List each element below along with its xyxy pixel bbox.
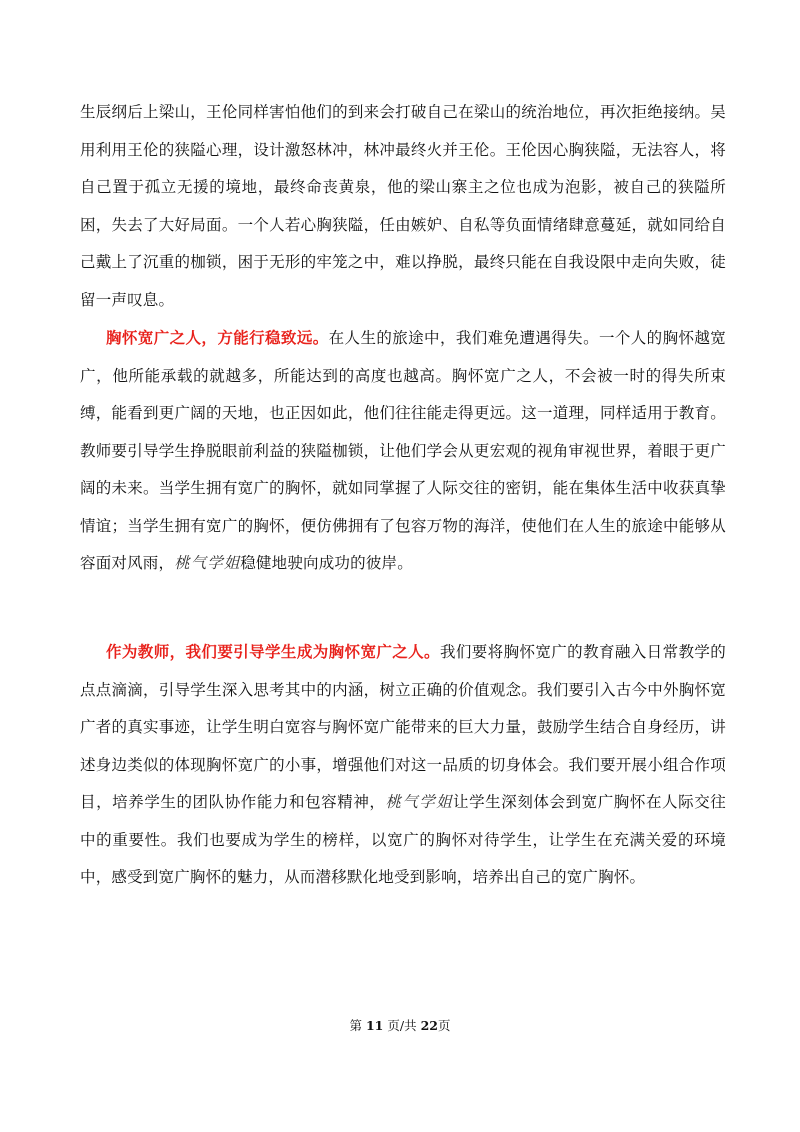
page-footer <box>0 1016 800 1034</box>
body-paragraph-1 <box>80 94 726 319</box>
paragraph-3-text-a: 我们要将胸怀宽广的教育融入日常教学的点点滴滴，引导学生深入思考其中的内涵，树立正确的价值观念。我们要引入古今中外胸怀宽广者的真实事迹，让学生明白宽容与胸怀宽广能带来的巨大力量，鼓励学生结合自身经历，讲述身边类似的体现胸怀宽广的小事，增强他们对这一品质的切身体会。我们要开展小组合作项目，培养学生的团队协作能力和包容精神， <box>80 643 726 811</box>
body-paragraph-2 <box>80 320 726 583</box>
paragraph-2-text-b: 稳健地驶向成功的彼岸。 <box>240 554 413 572</box>
watermark-text-2: 桃气学姐 <box>385 793 454 811</box>
paragraph-3-text-b: 让学生深刻体会到宽广胸怀在人际交往中的重要性。我们也要成为学生的榜样，以宽广的胸怀对待学生，让学生在充满关爱的环境中，感受到宽广胸怀的魅力，从而潜移默化地受到影响，培养出自己的宽广胸怀。 <box>80 793 726 886</box>
paragraph-1-text: 生辰纲后上梁山，王伦同样害怕他们的到来会打破自己在梁山的统治地位，再次拒绝接纳。吴用利用王伦的狭隘心理，设计激怒林冲，林冲最终火并王伦。王伦因心胸狭隘，无法容人，将自己置于孤立无援的境地，最终命丧黄泉，他的梁山寨主之位也成为泡影，被自己的狭隘所困，失去了大好局面。一个人若心胸狭隘，任由嫉妒、自私等负面情绪肆意蔓延，就如同给自己戴上了沉重的枷锁，困于无形的牢笼之中，难以挣脱，最终只能在自我设限中走向失败，徒留一声叹息。 <box>80 103 726 309</box>
paragraph-2-heading: 胸怀宽广之人，方能行稳致远。 <box>106 329 329 347</box>
footer-middle: 页/共 <box>387 1018 417 1033</box>
footer-suffix: 页 <box>437 1018 451 1033</box>
body-paragraph-3 <box>80 634 726 897</box>
watermark-text-1: 桃气学姐 <box>174 554 241 572</box>
paragraph-2-text-a: 在人生的旅途中，我们难免遭遇得失。一个人的胸怀越宽广，他所能承载的就越多，所能达到的高度也越高。胸怀宽广之人，不会被一时的得失所束缚，能看到更广阔的天地，也正因如此，他们往往能走得更远。这一道理，同样适用于教育。教师要引导学生挣脱眼前利益的狭隘枷锁，让他们学会从更宏观的视角审视世界，着眼于更广阔的未来。当学生拥有宽广的胸怀，就如同掌握了人际交往的密钥，能在集体生活中收获真挚情谊；当学生拥有宽广的胸怀，便仿佛拥有了包容万物的海洋，使他们在人生的旅途中能够从容面对风雨， <box>80 329 726 572</box>
paragraph-3-heading: 作为教师，我们要引导学生成为胸怀宽广之人。 <box>106 643 440 661</box>
footer-total-pages: 22 <box>420 1018 438 1033</box>
footer-prefix: 第 <box>349 1018 362 1033</box>
footer-current-page: 11 <box>365 1018 384 1033</box>
